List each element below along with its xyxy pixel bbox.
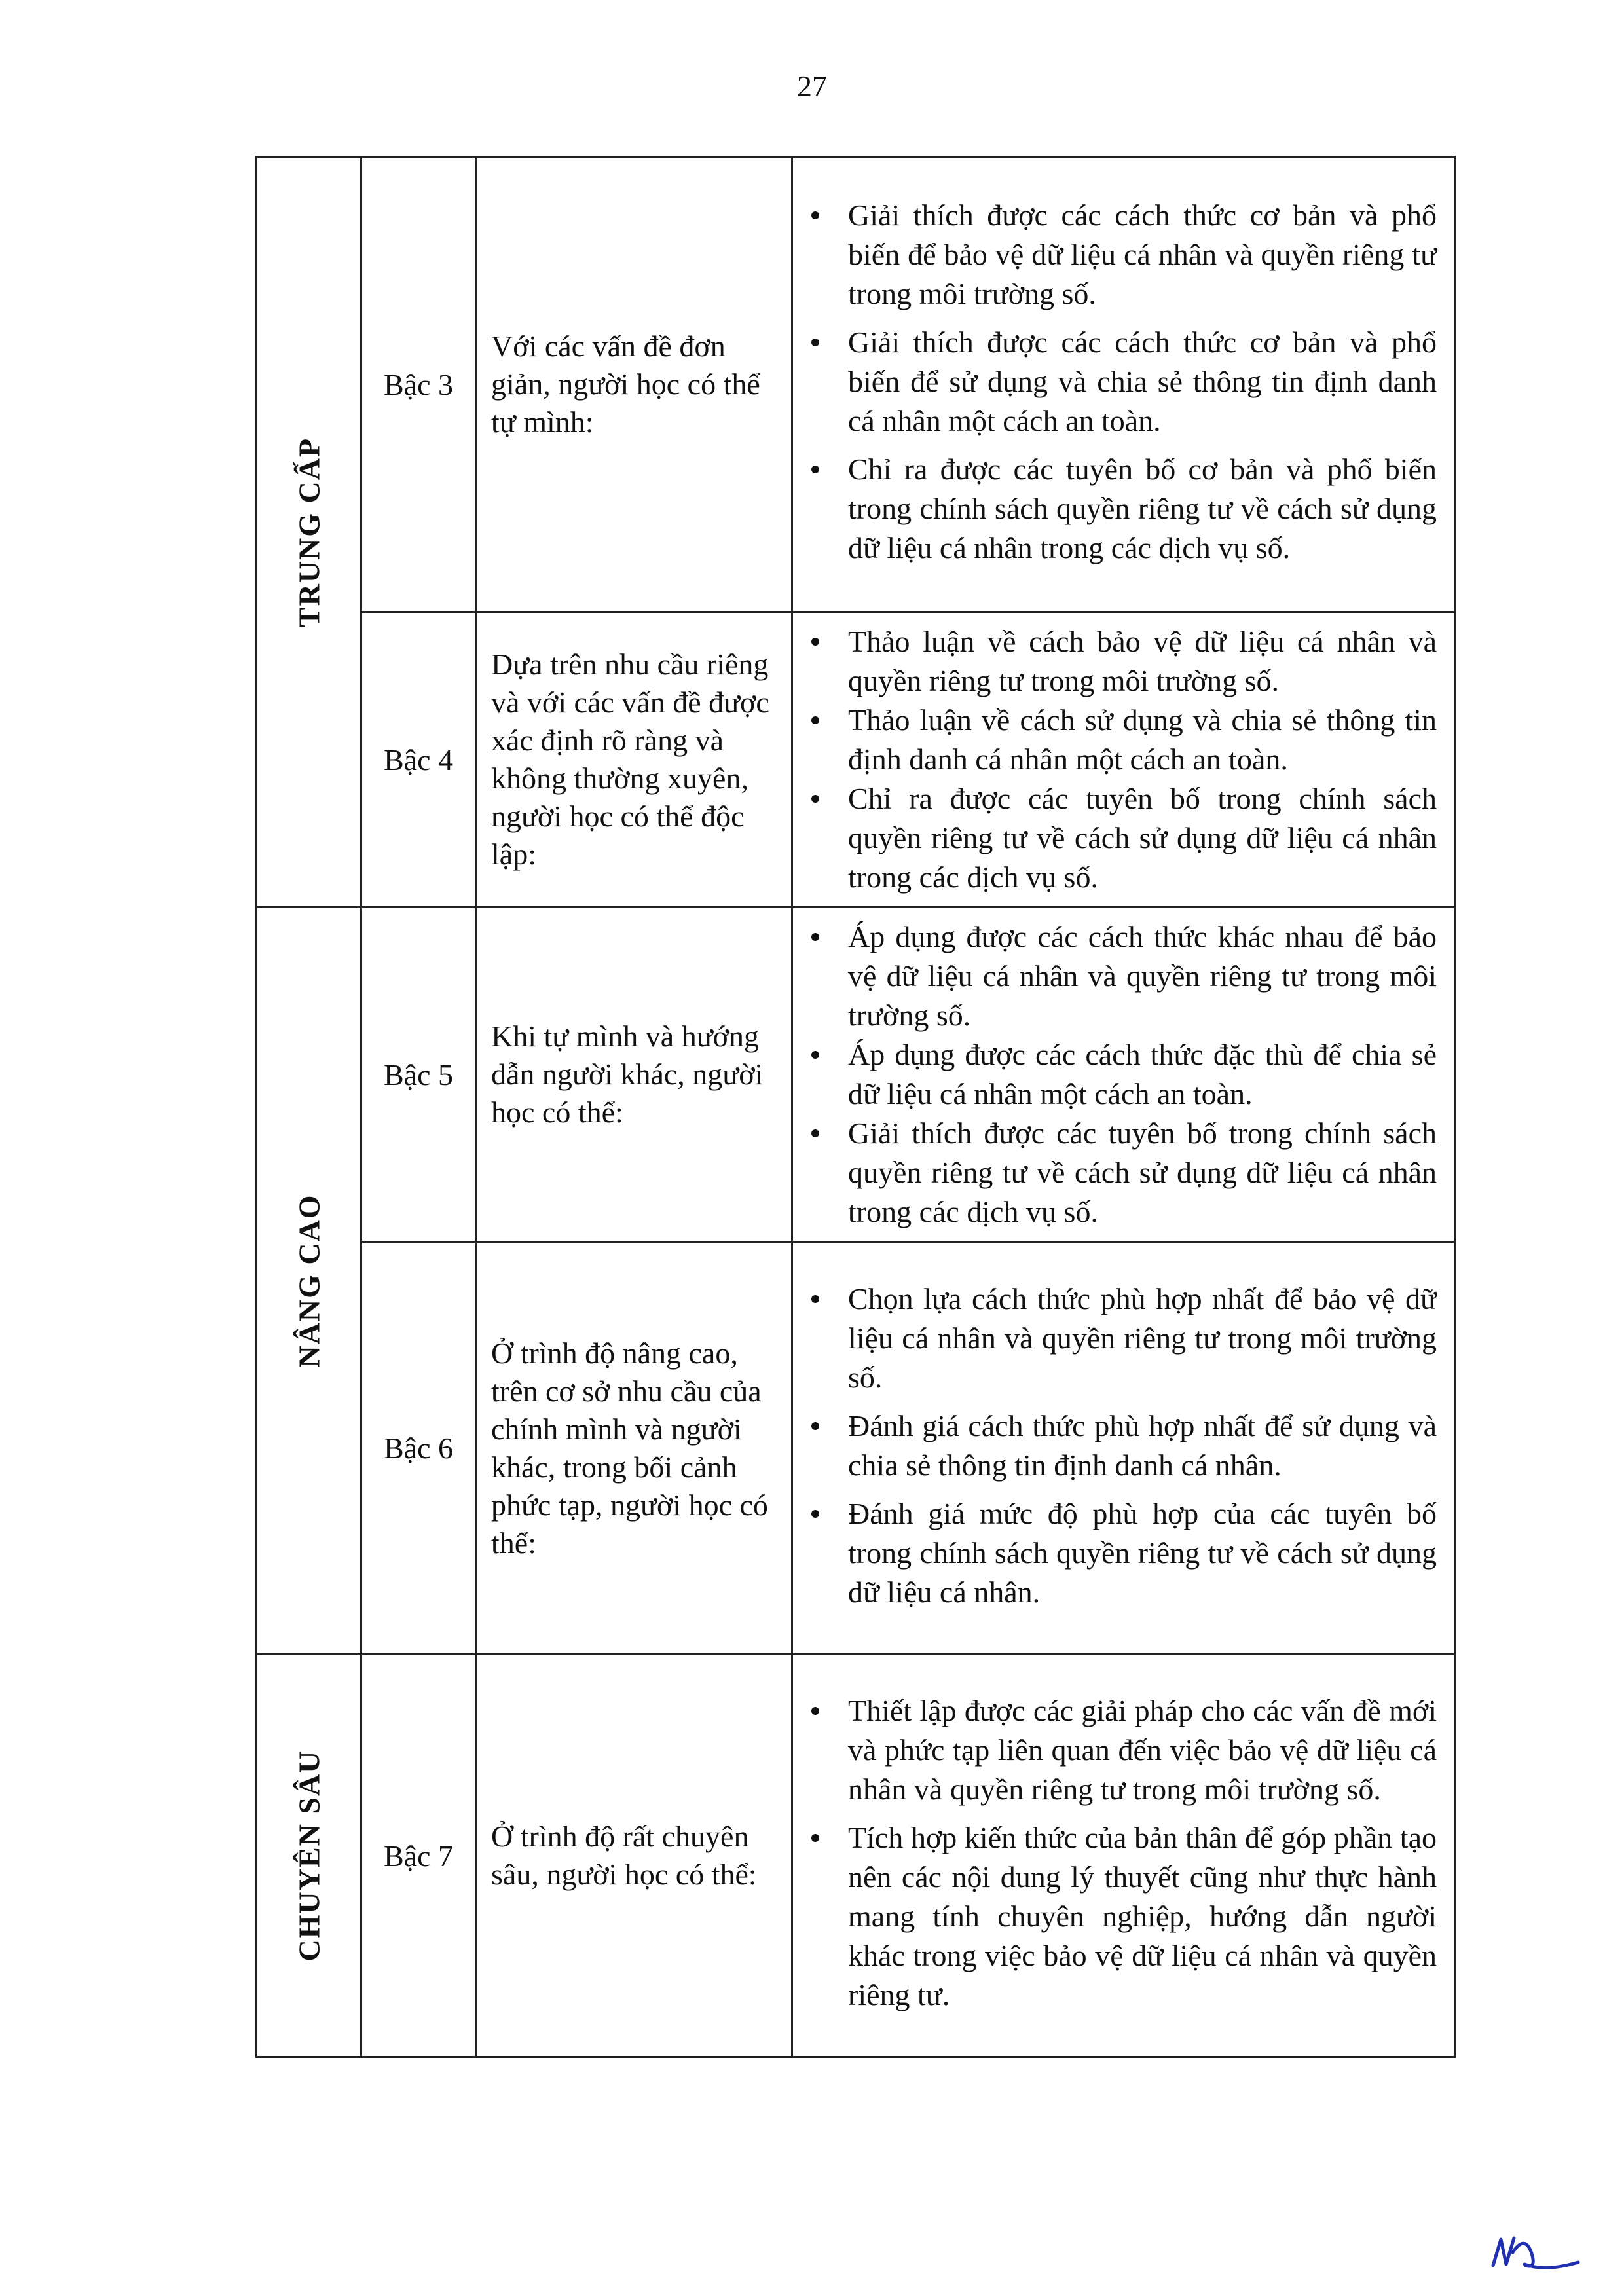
outcome-item: Áp dụng được các cách thức đặc thù để chia sẻ dữ liệu cá nhân một cách an toàn. [806, 1035, 1437, 1114]
outcome-item: Giải thích được các tuyên bố trong chính sách quyền riêng tư về cách sử dụng dữ liệu cá nhân trong các dịch vụ số. [806, 1114, 1437, 1232]
level-label: CHUYÊN SÂU [292, 1750, 325, 1962]
outcome-list [806, 622, 1437, 897]
outcome-item: Chọn lựa cách thức phù hợp nhất để bảo vệ dữ liệu cá nhân và quyền riêng tư trong môi trường số. [806, 1279, 1437, 1397]
outcome-item: Giải thích được các cách thức cơ bản và phổ biến để bảo vệ dữ liệu cá nhân và quyền riêng tư trong môi trường số. [806, 196, 1437, 314]
outcomes-cell [792, 908, 1455, 1242]
competency-table [255, 156, 1456, 2058]
table-row [257, 1242, 1455, 1655]
rank-cell: Bậc 5 [361, 908, 476, 1242]
table-row [257, 157, 1455, 612]
rank-cell: Bậc 4 [361, 612, 476, 908]
signature-mark [1486, 2226, 1585, 2279]
outcome-item: Đánh giá mức độ phù hợp của các tuyên bố trong chính sách quyền riêng tư về cách sử dụng dữ liệu cá nhân. [806, 1494, 1437, 1612]
outcomes-cell [792, 1655, 1455, 2057]
outcome-item: Áp dụng được các cách thức khác nhau để bảo vệ dữ liệu cá nhân và quyền riêng tư trong môi trường số. [806, 917, 1437, 1035]
outcome-item: Chỉ ra được các tuyên bố trong chính sách quyền riêng tư về cách sử dụng dữ liệu cá nhân trong các dịch vụ số. [806, 779, 1437, 897]
level-cell-nang-cao [257, 908, 361, 1655]
table-row [257, 908, 1455, 1242]
level-cell-chuyen-sau [257, 1655, 361, 2057]
outcome-item: Thiết lập được các giải pháp cho các vấn đề mới và phức tạp liên quan đến việc bảo vệ dữ liệu cá nhân và quyền riêng tư trong môi trường số. [806, 1691, 1437, 1809]
context-cell: Với các vấn đề đơn giản, người học có thể tự mình: [476, 157, 792, 612]
rank-cell: Bậc 6 [361, 1242, 476, 1655]
level-label: TRUNG CẤP [292, 437, 325, 627]
outcomes-cell [792, 612, 1455, 908]
outcome-list [806, 1279, 1437, 1612]
context-cell: Ở trình độ nâng cao, trên cơ sở nhu cầu của chính mình và người khác, trong bối cảnh phức tạp, người học có thể: [476, 1242, 792, 1655]
outcome-item: Chỉ ra được các tuyên bố cơ bản và phổ biến trong chính sách quyền riêng tư về cách sử dụng dữ liệu cá nhân trong các dịch vụ số. [806, 450, 1437, 568]
outcome-list [806, 1691, 1437, 2015]
context-cell: Dựa trên nhu cầu riêng và với các vấn đề được xác định rõ ràng và không thường xuyên, người học có thể độc lập: [476, 612, 792, 908]
table-row [257, 1655, 1455, 2057]
context-cell: Ở trình độ rất chuyên sâu, người học có thể: [476, 1655, 792, 2057]
outcome-item: Thảo luận về cách sử dụng và chia sẻ thông tin định danh cá nhân một cách an toàn. [806, 701, 1437, 779]
context-cell: Khi tự mình và hướng dẫn người khác, người học có thể: [476, 908, 792, 1242]
level-label: NÂNG CAO [292, 1194, 325, 1368]
outcome-item: Đánh giá cách thức phù hợp nhất để sử dụng và chia sẻ thông tin định danh cá nhân. [806, 1406, 1437, 1485]
table-row [257, 612, 1455, 908]
outcome-item: Thảo luận về cách bảo vệ dữ liệu cá nhân và quyền riêng tư trong môi trường số. [806, 622, 1437, 701]
page-number: 27 [797, 69, 827, 103]
outcomes-cell [792, 1242, 1455, 1655]
outcomes-cell [792, 157, 1455, 612]
outcome-list [806, 196, 1437, 568]
level-cell-trung-cap [257, 157, 361, 908]
outcome-list [806, 917, 1437, 1232]
outcome-item: Giải thích được các cách thức cơ bản và phổ biến để sử dụng và chia sẻ thông tin định danh cá nhân một cách an toàn. [806, 323, 1437, 441]
rank-cell: Bậc 3 [361, 157, 476, 612]
rank-cell: Bậc 7 [361, 1655, 476, 2057]
outcome-item: Tích hợp kiến thức của bản thân để góp phần tạo nên các nội dung lý thuyết cũng như thực hành mang tính chuyên nghiệp, hướng dẫn người khác trong việc bảo vệ dữ liệu cá nhân và quyền riêng tư. [806, 1818, 1437, 2015]
